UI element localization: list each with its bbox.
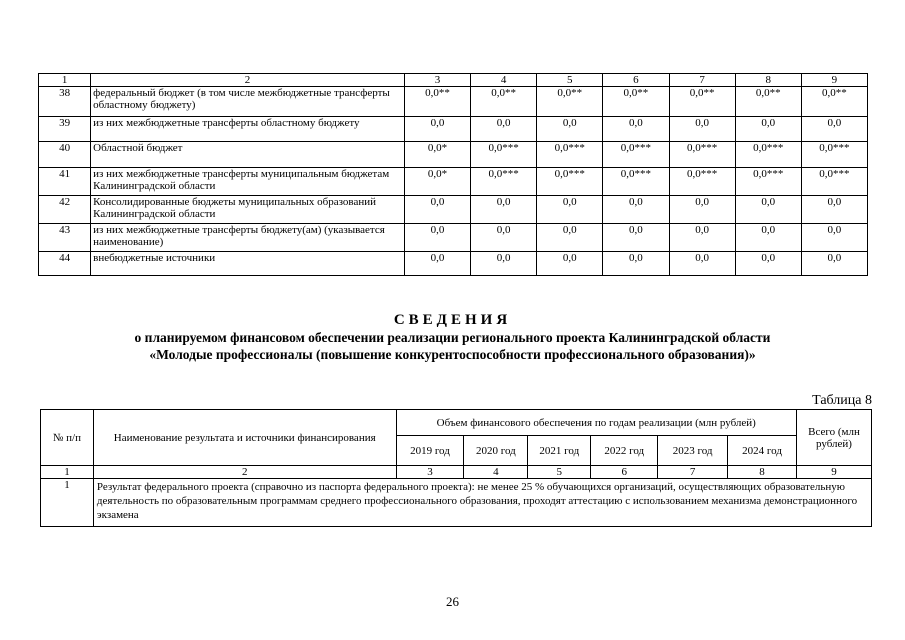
row-value: 0,0***	[801, 142, 867, 168]
section-title: СВЕДЕНИЯ	[393, 312, 512, 328]
header-cell: 4	[471, 74, 537, 87]
table-header-row	[39, 74, 868, 87]
row-value: 0,0**	[801, 87, 867, 117]
row-value: 0,0***	[471, 142, 537, 168]
year-header: 2019 год	[396, 436, 464, 466]
col-volume-header: Объем финансового обеспечения по годам реализации (млн рублей)	[396, 410, 797, 436]
row-value: 0,0**	[537, 87, 603, 117]
row-name: Консолидированные бюджеты муниципальных образований Калининградской области	[91, 196, 405, 224]
row-number: 39	[39, 117, 91, 142]
year-header: 2020 год	[464, 436, 528, 466]
row-name: Областной бюджет	[91, 142, 405, 168]
row-value: 0,0	[603, 117, 669, 142]
header-cell: 9	[801, 74, 867, 87]
row-value: 0,0	[471, 252, 537, 276]
col-name-header: Наименование результата и источники финансирования	[93, 410, 396, 466]
table-row	[39, 87, 868, 117]
row-number: 41	[39, 168, 91, 196]
table-row	[39, 196, 868, 224]
row-value: 0,0	[471, 196, 537, 224]
index-cell: 9	[797, 466, 872, 479]
row-number: 43	[39, 224, 91, 252]
row-value: 0,0	[801, 117, 867, 142]
page-number: 26	[446, 594, 459, 609]
row-value: 0,0	[735, 252, 801, 276]
row-value: 0,0***	[801, 168, 867, 196]
row-value: 0,0	[537, 117, 603, 142]
header-cell: 6	[603, 74, 669, 87]
row-value: 0,0	[669, 117, 735, 142]
row-name: федеральный бюджет (в том числе межбюджетные трансферты областному бюджету)	[91, 87, 405, 117]
row-value: 0,0**	[603, 87, 669, 117]
index-cell: 1	[41, 466, 94, 479]
row-number: 1	[41, 479, 94, 527]
row-value: 0,0*	[404, 142, 470, 168]
row-value: 0,0**	[735, 87, 801, 117]
budget-sources-table	[38, 73, 868, 276]
row-value: 0,0**	[669, 87, 735, 117]
row-value: 0,0	[471, 117, 537, 142]
index-cell: 5	[528, 466, 591, 479]
row-value: 0,0**	[471, 87, 537, 117]
row-value: 0,0	[735, 117, 801, 142]
row-value: 0,0	[537, 252, 603, 276]
index-cell: 4	[464, 466, 528, 479]
row-value: 0,0**	[404, 87, 470, 117]
row-value: 0,0	[669, 224, 735, 252]
table-label: Таблица 8	[812, 393, 872, 408]
row-value: 0,0	[735, 224, 801, 252]
index-cell: 3	[396, 466, 464, 479]
row-number: 38	[39, 87, 91, 117]
header-cell: 1	[39, 74, 91, 87]
col-total-header: Всего (млн рублей)	[797, 410, 872, 466]
index-cell: 8	[728, 466, 797, 479]
table-row	[39, 142, 868, 168]
row-value: 0,0	[669, 252, 735, 276]
row-name: внебюджетные источники	[91, 252, 405, 276]
table-row	[39, 252, 868, 276]
header-cell: 3	[404, 74, 470, 87]
index-cell: 7	[658, 466, 728, 479]
header-cell: 7	[669, 74, 735, 87]
row-value: 0,0***	[537, 142, 603, 168]
table-header-row	[41, 410, 872, 436]
row-value: 0,0	[603, 252, 669, 276]
result-text: Результат федерального проекта (справочно из паспорта федерального проекта): не менее 25 % обучающихся организаций, осуществляющих образовательную деятельность по образовательным программам среднего профессионального образования, проходят аттестацию с использованием механизма демонстрационного экзамена	[93, 479, 871, 527]
row-value: 0,0	[669, 196, 735, 224]
project-name: «Молодые профессионалы (повышение конкурентоспособности профессионального образования)»	[149, 347, 756, 362]
row-name: из них межбюджетные трансферты областному бюджету	[91, 117, 405, 142]
row-value: 0,0***	[537, 168, 603, 196]
row-value: 0,0***	[735, 142, 801, 168]
row-value: 0,0	[801, 252, 867, 276]
row-name: из них межбюджетные трансферты бюджету(ам) (указывается наименование)	[91, 224, 405, 252]
year-header: 2021 год	[528, 436, 591, 466]
index-cell: 2	[93, 466, 396, 479]
header-cell: 2	[91, 74, 405, 87]
section-subtitle: о планируемом финансовом обеспечении реализации регионального проекта Калининградской области	[134, 330, 771, 345]
row-value: 0,0	[537, 224, 603, 252]
row-value: 0,0	[603, 196, 669, 224]
row-value: 0,0*	[404, 168, 470, 196]
year-header: 2024 год	[728, 436, 797, 466]
header-cell: 8	[735, 74, 801, 87]
table-row	[41, 479, 872, 527]
row-value: 0,0***	[669, 168, 735, 196]
row-value: 0,0	[801, 196, 867, 224]
row-value: 0,0	[404, 224, 470, 252]
table-row	[39, 117, 868, 142]
row-name: из них межбюджетные трансферты муниципальным бюджетам Калининградской области	[91, 168, 405, 196]
row-number: 44	[39, 252, 91, 276]
row-number: 40	[39, 142, 91, 168]
row-value: 0,0	[471, 224, 537, 252]
table-row	[39, 168, 868, 196]
row-value: 0,0	[404, 252, 470, 276]
table-index-row	[41, 466, 872, 479]
row-value: 0,0***	[603, 142, 669, 168]
row-value: 0,0***	[471, 168, 537, 196]
year-header: 2023 год	[658, 436, 728, 466]
index-cell: 6	[591, 466, 658, 479]
row-value: 0,0	[735, 196, 801, 224]
col-num-header: № п/п	[41, 410, 94, 466]
row-value: 0,0	[537, 196, 603, 224]
row-value: 0,0	[801, 224, 867, 252]
row-value: 0,0	[404, 117, 470, 142]
row-value: 0,0***	[669, 142, 735, 168]
row-value: 0,0	[404, 196, 470, 224]
header-cell: 5	[537, 74, 603, 87]
table-row	[39, 224, 868, 252]
financing-table	[40, 409, 872, 527]
row-value: 0,0***	[735, 168, 801, 196]
year-header: 2022 год	[591, 436, 658, 466]
row-value: 0,0***	[603, 168, 669, 196]
row-number: 42	[39, 196, 91, 224]
row-value: 0,0	[603, 224, 669, 252]
